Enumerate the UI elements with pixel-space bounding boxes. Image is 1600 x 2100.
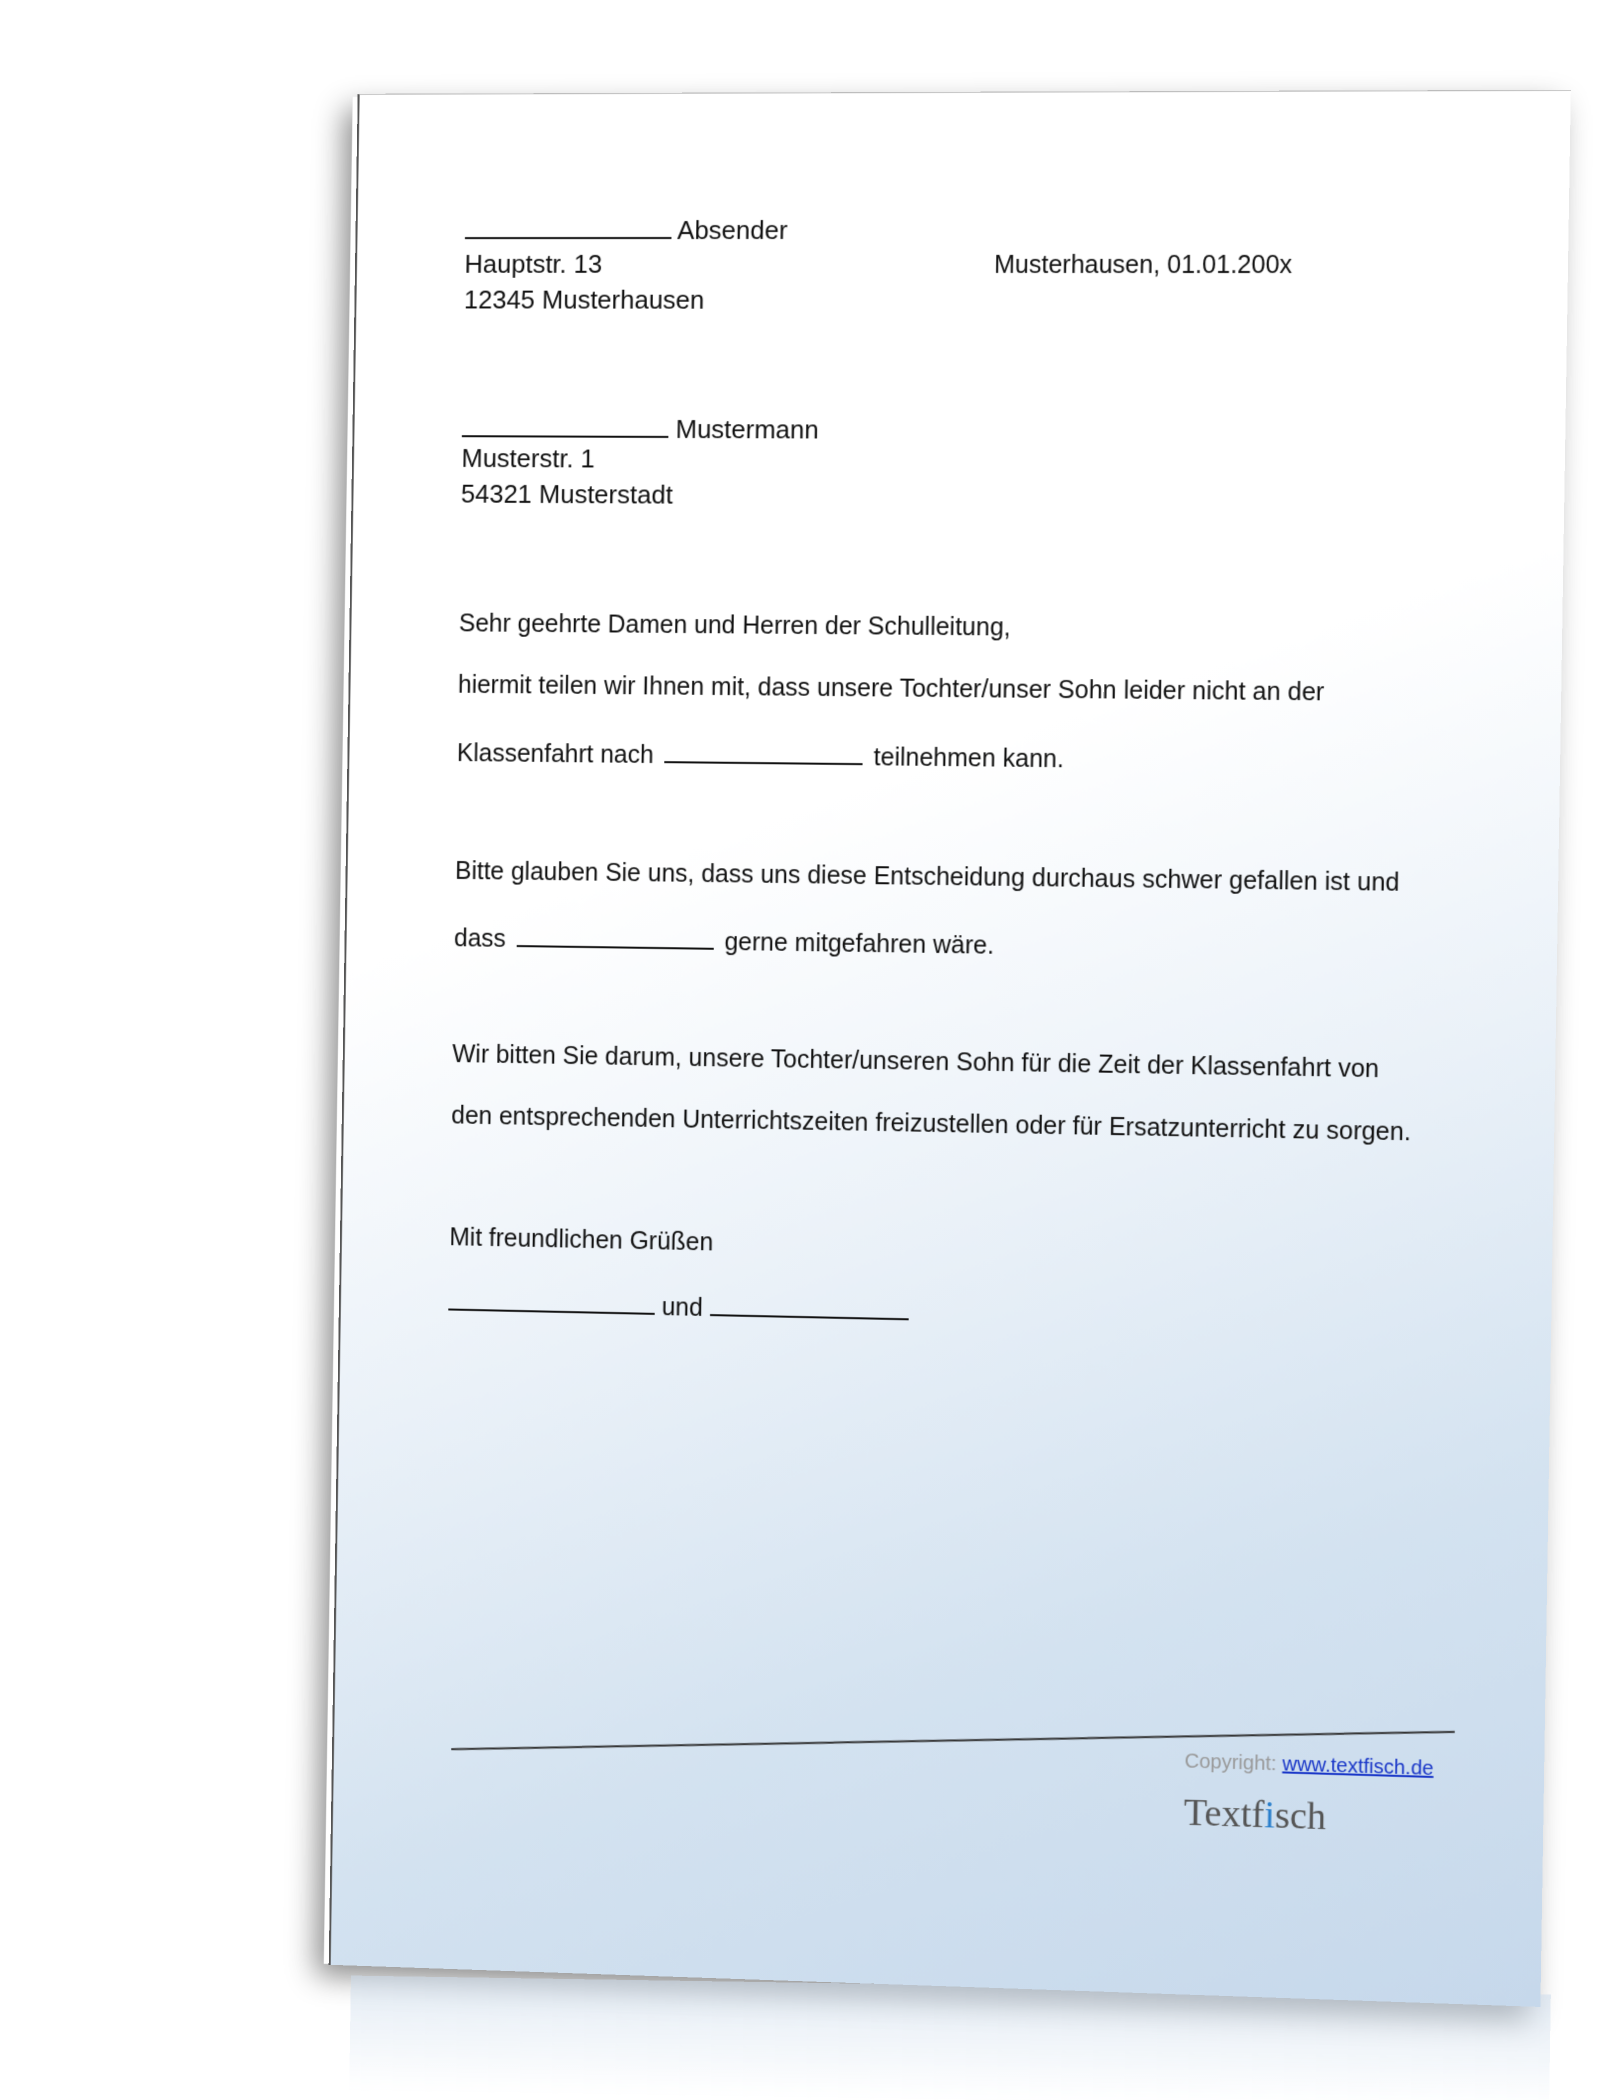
child-name-blank [516,919,714,950]
letter-page [329,90,1571,2007]
destination-blank [664,735,863,765]
signature-joiner: und [661,1293,704,1322]
logo-text-right: sch [1274,1794,1327,1839]
paragraph2-line2 [454,918,995,960]
signature-blank-1 [448,1283,655,1315]
signature-blank-2 [710,1288,909,1320]
paragraph3-line2: den entsprechenden Unterrichtszeiten freizustellen oder für Ersatzunterricht zu sorgen. [451,1101,1412,1147]
sender-street: Hauptstr. 13 [464,248,603,279]
copyright-link[interactable]: www.textfisch.de [1282,1753,1434,1781]
recipient-city: 54321 Musterstadt [460,478,673,510]
date-line: Musterhausen, 01.01.200x [993,250,1293,280]
sender-name-blank [465,211,672,239]
paragraph3-line1: Wir bitten Sie darum, unsere Tochter/unseren Sohn für die Zeit der Klassenfahrt von [452,1040,1380,1084]
paragraph2-line2-before: dass [453,924,507,953]
sender-name-label: Absender [677,215,788,245]
logo-fish-icon: i [1263,1794,1276,1837]
signature-line [448,1283,909,1328]
footer-rule [451,1731,1455,1750]
textfisch-logo [1183,1791,1326,1840]
paragraph1-line2-after: teilnehmen kann. [873,743,1065,774]
sender-name-line [465,211,788,246]
paragraph2-line1: Bitte glauben Sie uns, dass uns diese Entscheidung durchaus schwer gefallen ist und [454,857,1400,897]
salutation: Sehr geehrte Damen und Herren der Schulleitung, [458,609,1011,642]
recipient-name-label: Mustermann [675,414,820,445]
paragraph1-line1: hiermit teilen wir Ihnen mit, dass unsere Tochter/unser Sohn leider nicht an der [457,670,1325,707]
recipient-name-line [462,409,819,445]
copyright-notice [1184,1750,1433,1781]
paragraph2-line2-after: gerne mitgefahren wäre. [724,928,995,960]
paragraph1-line2-before: Klassenfahrt nach [456,739,654,769]
recipient-street: Musterstr. 1 [461,443,596,474]
recipient-name-blank [462,409,669,437]
closing: Mit freundlichen Grüßen [449,1223,714,1257]
sender-city: 12345 Musterhausen [463,284,705,315]
copyright-label: Copyright: [1184,1750,1277,1776]
paragraph1-line2 [457,733,1065,774]
logo-text-left: Textf [1183,1791,1265,1837]
